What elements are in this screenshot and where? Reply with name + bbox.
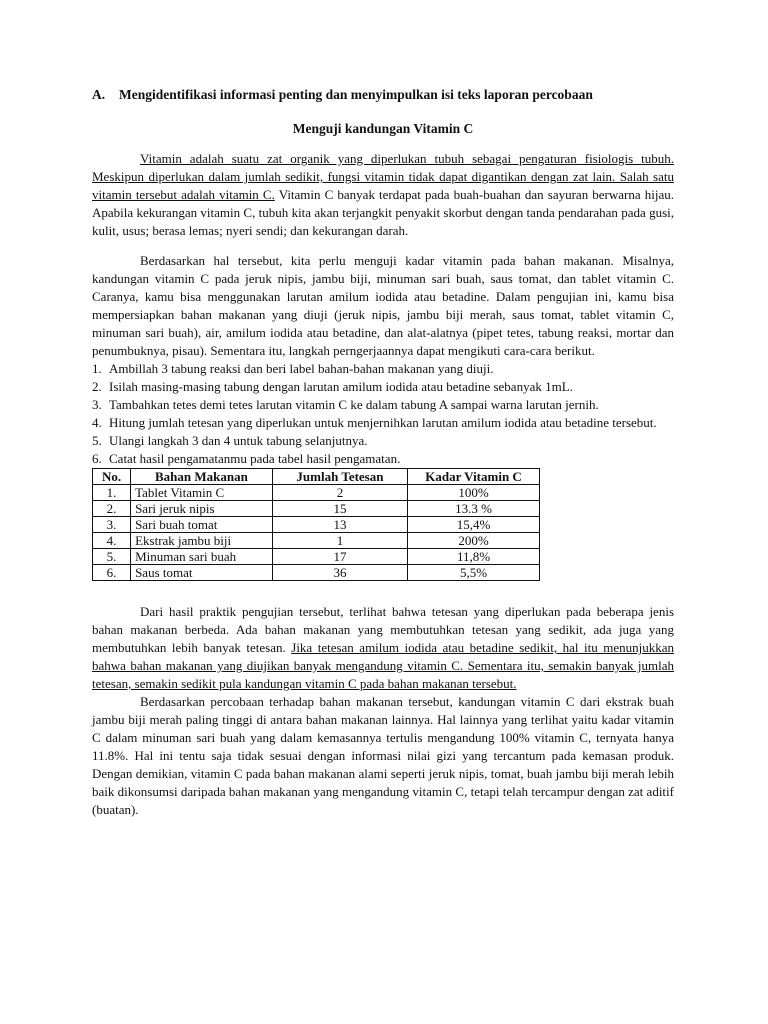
step-number: 1. [92, 361, 102, 376]
cell-bahan: Minuman sari buah [131, 549, 273, 565]
section-heading [92, 86, 674, 104]
step-number: 6. [92, 451, 102, 466]
cell-jumlah: 2 [272, 485, 407, 501]
step-item [92, 414, 674, 432]
step-number: 4. [92, 415, 102, 430]
header-no: No. [93, 469, 131, 485]
step-text: Tambahkan tetes demi tetes larutan vitamin C ke dalam tabung A sampai warna larutan jernih. [109, 397, 599, 412]
cell-jumlah: 1 [272, 533, 407, 549]
step-item [92, 450, 674, 468]
document-title: Menguji kandungan Vitamin C [292, 121, 474, 136]
cell-bahan: Sari buah tomat [131, 517, 273, 533]
document-content [92, 86, 674, 819]
observation-table [92, 468, 540, 581]
header-bahan-makanan: Bahan Makanan [131, 469, 273, 485]
step-number: 2. [92, 379, 102, 394]
cell-no: 1. [93, 485, 131, 501]
table-row [93, 549, 540, 565]
cell-jumlah: 17 [272, 549, 407, 565]
cell-no: 5. [93, 549, 131, 565]
cell-no: 4. [93, 533, 131, 549]
step-text: Catat hasil pengamatanmu pada tabel hasil pengamatan. [109, 451, 401, 466]
table-header-row [93, 469, 540, 485]
header-kadar-vitamin-c: Kadar Vitamin C [408, 469, 540, 485]
cell-jumlah: 13 [272, 517, 407, 533]
step-text: Hitung jumlah tetesan yang diperlukan untuk menjernihkan larutan amilum iodida atau betadine tersebut. [109, 415, 657, 430]
table-row [93, 501, 540, 517]
table-row [93, 485, 540, 501]
step-text: Ulangi langkah 3 dan 4 untuk tabung selanjutnya. [109, 433, 368, 448]
section-letter: A. [92, 87, 106, 102]
conclusion-paragraph: Berdasarkan percobaan terhadap bahan makanan tersebut, kandungan vitamin C dari ekstrak buah jambu biji merah paling tinggi di antara bahan makanan lainnya. Hal lainnya yang terlihat yaitu kadar vitamin C dalam minuman sari buah yang dalam kemasannya tertulis mengandung 100% vitamin C, ternyata hanya 11.8%. Hal ini tentu saja tidak sesuai dengan informasi nilai gizi yang tercantum pada kemasan produk. Dengan demikian, vitamin C pada bahan makanan alami seperti jeruk nipis, tomat, buah jambu biji merah lebih baik dikonsumsi daripada bahan makanan yang mengandung vitamin C, tetapi telah tercampur dengan zat aditif (buatan). [92, 694, 674, 817]
cell-no: 6. [93, 565, 131, 581]
cell-no: 3. [93, 517, 131, 533]
table-row [93, 533, 540, 549]
step-number: 5. [92, 433, 102, 448]
method-paragraph: Berdasarkan hal tersebut, kita perlu menguji kadar vitamin pada bahan makanan. Misalnya, kandungan vitamin C pada jeruk nipis, jambu biji, minuman sari buah, saus tomat, dan tablet vitamin C. Caranya, kamu bisa menggunakan larutan amilum iodida atau betadine. Dalam pengujian ini, kamu bisa mempersiapkan bahan makanan yang diuji (jeruk nipis, jambu biji merah, saus tomat, tablet vitamin C, minuman sari buah), air, amilum iodida atau betadine, dan alat-alatnya (pipet tetes, tabung reaksi, mortar dan penumbuknya, pisau). Sementara itu, langkah perngerjaannya dapat mengikuti cara-cara berikut. [92, 253, 674, 358]
cell-kadar: 5,5% [408, 565, 540, 581]
intro-text: Vitamin C banyak terdapat pada buah-buahan dan sayuran berwarna hijau. Apabila kekurangan vitamin C, tubuh kita akan terjangkit penyakit skorbut dengan tanda pendarahan pada gusi, kulit, usus; berasa lemas; nyeri sendi; dan kekurangan darah. [92, 187, 674, 238]
cell-no: 2. [93, 501, 131, 517]
step-text: Ambillah 3 tabung reaksi dan beri label bahan-bahan makanan yang diuji. [109, 361, 494, 376]
cell-jumlah: 15 [272, 501, 407, 517]
cell-kadar: 13.3 % [408, 501, 540, 517]
cell-kadar: 200% [408, 533, 540, 549]
section-title: Mengidentifikasi informasi penting dan menyimpulkan isi teks laporan percobaan [119, 87, 593, 102]
cell-kadar: 100% [408, 485, 540, 501]
cell-bahan: Ekstrak jambu biji [131, 533, 273, 549]
table-row [93, 517, 540, 533]
cell-bahan: Sari jeruk nipis [131, 501, 273, 517]
procedure-steps [92, 360, 674, 468]
cell-bahan: Saus tomat [131, 565, 273, 581]
table-row [93, 565, 540, 581]
step-item [92, 360, 674, 378]
cell-jumlah: 36 [272, 565, 407, 581]
step-item [92, 378, 674, 396]
results-underlined-text: Jika tetesan amilum iodida atau betadine sedikit, hal itu menunjukkan bahwa bahan makanan yang diujikan banyak mengandung vitamin C. Sementara itu, semakin banyak jumlah tetesan, semakin sedikit pula kandungan vitamin C pada bahan makanan tersebut. [92, 640, 674, 691]
cell-kadar: 11,8% [408, 549, 540, 565]
step-item [92, 396, 674, 414]
results-text: Dari hasil praktik pengujian tersebut, terlihat bahwa tetesan yang diperlukan pada beberapa jenis bahan makanan berbeda. Ada bahan makanan yang membutuhkan tetesan yang sedikit, ada juga yang membutuhkan lebih banyak tetesan. [92, 604, 674, 655]
step-number: 3. [92, 397, 102, 412]
cell-kadar: 15,4% [408, 517, 540, 533]
header-jumlah-tetesan: Jumlah Tetesan [272, 469, 407, 485]
step-item [92, 432, 674, 450]
cell-bahan: Tablet Vitamin C [131, 485, 273, 501]
intro-paragraph [92, 150, 674, 240]
step-text: Isilah masing-masing tabung dengan larutan amilum iodida atau betadine sebanyak 1mL. [109, 379, 573, 394]
intro-underlined-text: Vitamin adalah suatu zat organik yang diperlukan tubuh sebagai pengaturan fisiologis tubuh. Meskipun diperlukan dalam jumlah sedikit, fungsi vitamin tidak dapat digantikan dengan zat lain. Salah satu vitamin tersebut adalah vitamin C. [92, 151, 674, 202]
results-paragraph [92, 603, 674, 693]
